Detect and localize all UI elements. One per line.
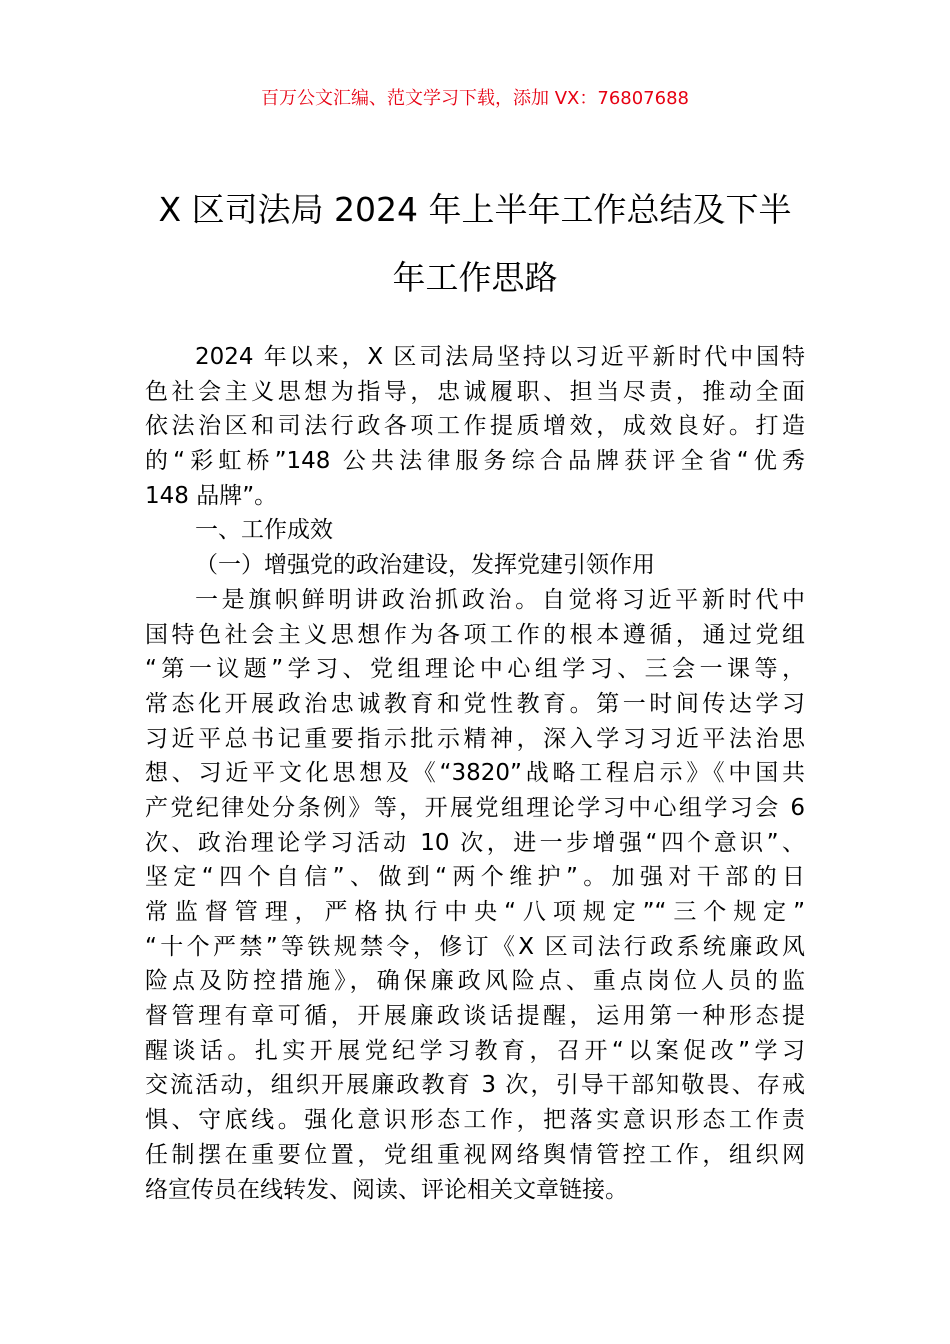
text-line: 险点及防控措施》，确保廉政风险点、重点岗位人员的监 <box>145 968 805 995</box>
text-line: 习近平总书记重要指示批示精神，深入学习习近平法治思 <box>145 725 805 752</box>
text-line: 国特色社会主义思想作为各项工作的根本遵循，通过党组 <box>145 621 805 648</box>
text-line: 坚定“四个自信”、做到“两个维护”。加强对干部的日 <box>145 864 805 891</box>
text-line: （一）增强党的政治建设，发挥党建引领作用 <box>195 552 655 579</box>
text-line: 络宣传员在线转发、阅读、评论相关文章链接。 <box>145 1176 628 1203</box>
document-body <box>145 340 805 1207</box>
text-line: 督管理有章可循，开展廉政谈话提醒，运用第一种形态提 <box>145 1003 805 1030</box>
text-line: 的“彩虹桥”148 公共法律服务综合品牌获评全省“优秀 <box>145 448 805 475</box>
text-line: 常态化开展政治忠诚教育和党性教育。第一时间传达学习 <box>145 690 805 717</box>
text-line: 2024 年以来，X 区司法局坚持以习近平新时代中国特 <box>195 344 805 370</box>
paragraph <box>145 513 805 548</box>
text-line: 产党纪律处分条例》等，开展党组理论学习中心组学习会 6 <box>145 794 805 821</box>
text-line: 交流活动，组织开展廉政教育 3 次，引导干部知敬畏、存戒 <box>145 1072 805 1099</box>
watermark-banner: 百万公文汇编、范文学习下载，添加 VX：76807688 <box>261 88 689 109</box>
paragraph <box>145 548 805 583</box>
text-line: “第一议题”学习、党组理论中心组学习、三会一课等， <box>145 656 805 683</box>
text-line: 次、政治理论学习活动 10 次，进一步增强“四个意识”、 <box>145 829 805 856</box>
document-title <box>0 176 950 312</box>
text-line: 醒谈话。扎实开展党纪学习教育，召开“以案促改”学习 <box>145 1037 805 1064</box>
text-line: 常监督管理，严格执行中央“八项规定”“三个规定” <box>145 899 805 925</box>
paragraph <box>145 583 805 1207</box>
text-line: 一是旗帜鲜明讲政治抓政治。自觉将习近平新时代中 <box>195 586 805 613</box>
text-line: 惧、守底线。强化意识形态工作，把落实意识形态工作责 <box>145 1107 805 1134</box>
text-line: 依法治区和司法行政各项工作提质增效，成效良好。打造 <box>145 413 805 440</box>
title-line: 年工作思路 <box>392 258 558 297</box>
title-line: X 区司法局 2024 年上半年工作总结及下半 <box>158 190 792 229</box>
text-line: 色社会主义思想为指导，忠诚履职、担当尽责，推动全面 <box>145 378 805 405</box>
text-line: “十个严禁”等铁规禁令，修订《X 区司法行政系统廉政风 <box>145 933 805 960</box>
paragraph <box>145 340 805 513</box>
text-line: 想、习近平文化思想及《“3820”战略工程启示》《中国共 <box>145 760 805 787</box>
text-line: 一、工作成效 <box>195 517 333 544</box>
text-line: 148 品牌”。 <box>145 482 278 509</box>
text-line: 任制摆在重要位置，党组重视网络舆情管控工作，组织网 <box>145 1141 805 1168</box>
